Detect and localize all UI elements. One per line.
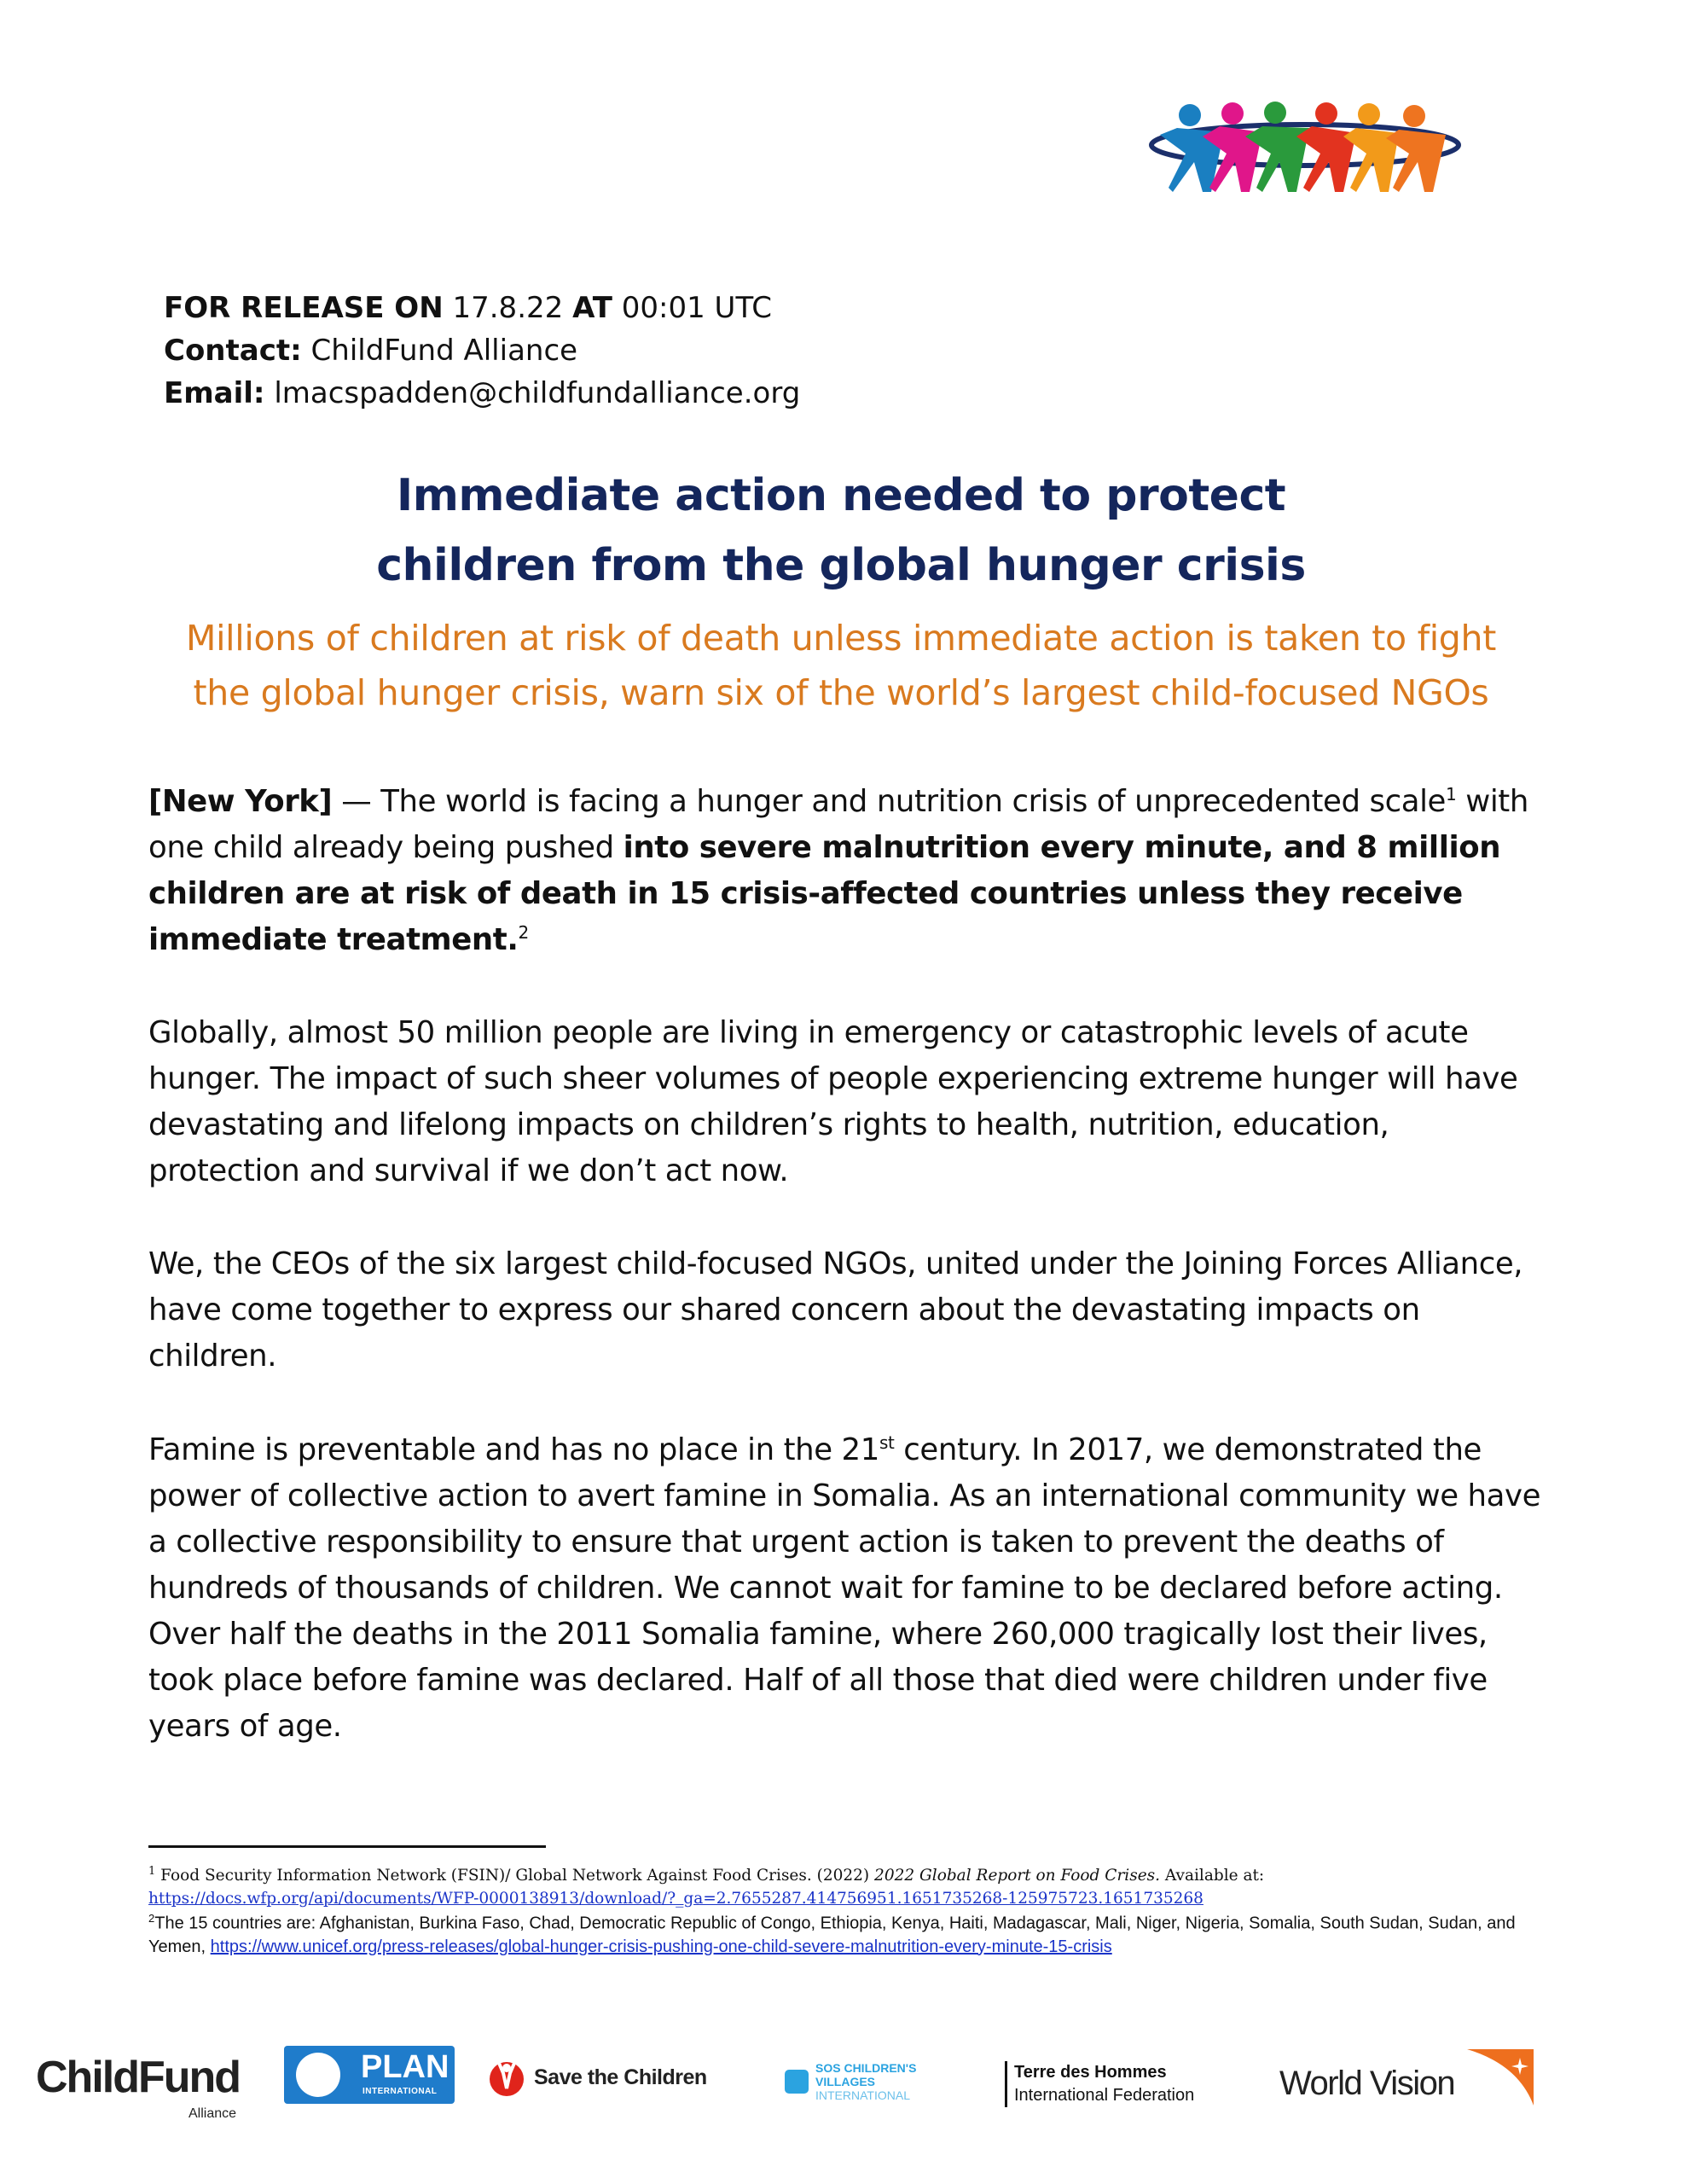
contact-value: ChildFund Alliance [310, 334, 578, 368]
footnote-ref-1[interactable]: 1 [1445, 784, 1457, 805]
footnote-text: The 15 countries are: Afghanistan, Burkina Faso, Chad, Democratic Republic of Congo, Ethiopia, Kenya, Haiti, Madagascar, Mali, Niger, Nigeria, Somalia, South Sudan, Sudan, and Yemen, [148, 1914, 1516, 1956]
footnote-1 [148, 1860, 1547, 1910]
at-label: AT [572, 291, 612, 325]
famine-text-2: century. In 2017, we demonstrated the power of collective action to avert famine in Somalia. As an international community we have a collective responsibility to ensure that urgent action is taken to prevent the deaths of hundreds of thousands of children. We cannot wait for famine to be declared before acting. Over half the deaths in the 2011 Somalia famine, where 260,000 tragically lost their lives, took place before famine was declared. Half of all those that died were children under five years of age. [148, 1432, 1541, 1744]
intro-bold-text: into severe malnutrition every minute, and 8 million children are at risk of death in 15 crisis-affected countries unless they receive immediate treatment. [148, 830, 1501, 957]
release-time: 00:01 UTC [621, 291, 772, 325]
footnote-text: Food Security Information Network (FSIN)/ Global Network Against Food Crises. (2022) [155, 1867, 875, 1885]
plan-subtitle: INTERNATIONAL [362, 2087, 438, 2096]
footnote-divider [148, 1845, 546, 1848]
tdh-line-1: Terre des Hommes [1014, 2063, 1167, 2082]
childfund-wordmark: ChildFund [36, 2053, 241, 2102]
release-date: 17.8.22 [452, 291, 564, 325]
release-line [164, 287, 800, 329]
paragraph-famine [148, 1427, 1547, 1750]
dateline: [New York] [148, 784, 333, 819]
title-line-1: Immediate action needed to protect [396, 470, 1286, 521]
contact-line [164, 329, 800, 372]
childfund-logo [36, 2052, 241, 2121]
ordinal-suffix: st [879, 1432, 895, 1454]
sos-line-3: INTERNATIONAL [815, 2088, 910, 2102]
sos-line-2: VILLAGES [815, 2075, 876, 2088]
footnote-1-link[interactable]: https://docs.wfp.org/api/documents/WFP-0000138913/download/?_ga=2.7655287.414756951.1651735268-125975723.1651735268 [148, 1890, 1204, 1908]
save-the-children-icon [488, 2056, 525, 2099]
release-label: FOR RELEASE ON [164, 291, 444, 325]
footnote-2 [148, 1907, 1547, 1959]
contact-label: Contact: [164, 334, 302, 368]
joining-forces-logo [1143, 85, 1467, 205]
email-line [164, 372, 800, 415]
footnote-text-2: Available at: [1160, 1867, 1265, 1885]
paragraph-global-hunger: Globally, almost 50 million people are living in emergency or catastrophic levels of acute hunger. The impact of such sheer volumes of people experiencing extreme hunger will have devastating and lifelong impacts on children’s rights to health, nutrition, education, protection and survival if we don’t act now. [148, 1015, 1518, 1188]
sos-line-1: SOS CHILDREN'S [815, 2061, 917, 2075]
world-vision-logo [1279, 2048, 1544, 2107]
title-line-2: children from the global hunger crisis [376, 540, 1306, 591]
plan-international-logo [284, 2046, 455, 2104]
intro-text: — The world is facing a hunger and nutrition crisis of unprecedented scale [332, 784, 1446, 819]
paragraph-intro [148, 779, 1547, 963]
world-vision-star-icon [1467, 2048, 1535, 2107]
tdh-line-2: International Federation [1014, 2086, 1195, 2105]
terre-des-hommes-logo [1005, 2061, 1194, 2107]
sos-children-icon [785, 2070, 809, 2094]
world-vision-wordmark: World Vision [1279, 2065, 1455, 2102]
subtitle-line-1: Millions of children at risk of death unless immediate action is taken to fight [186, 618, 1496, 659]
partner-logos [0, 2030, 1682, 2141]
page-title [0, 461, 1682, 601]
plan-wordmark: PLAN [361, 2049, 450, 2085]
footnote-report-title: 2022 Global Report on Food Crises. [874, 1867, 1161, 1885]
footnote-number: 1 [148, 1865, 156, 1878]
childfund-subtitle: Alliance [188, 2106, 237, 2121]
paragraph-ceos: We, the CEOs of the six largest child-focused NGOs, united under the Joining Forces Alliance, have come together to express our shared concern about the devastating impacts on children. [148, 1246, 1523, 1374]
save-the-children-wordmark: Save the Children [534, 2065, 707, 2089]
email-value[interactable]: lmacspadden@childfundalliance.org [274, 376, 801, 410]
plan-child-icon [296, 2053, 340, 2097]
dancing-figures-icon [1143, 85, 1467, 205]
famine-text: Famine is preventable and has no place in the 21 [148, 1432, 879, 1467]
save-the-children-logo [488, 2056, 707, 2099]
page-subtitle [85, 611, 1597, 720]
footnote-number: 2 [148, 1912, 155, 1925]
intro-text-2: with one child already being pushed [148, 784, 1528, 865]
email-label: Email: [164, 376, 265, 410]
footnote-ref-2[interactable]: 2 [518, 922, 529, 944]
subtitle-line-2: the global hunger crisis, warn six of the world’s largest child-focused NGOs [193, 672, 1489, 713]
footnote-2-link[interactable]: https://www.unicef.org/press-releases/global-hunger-crisis-pushing-one-child-severe-malnutrition-every-minute-15-crisis [210, 1937, 1112, 1956]
sos-childrens-villages-logo [785, 2061, 916, 2102]
release-info [164, 287, 800, 415]
